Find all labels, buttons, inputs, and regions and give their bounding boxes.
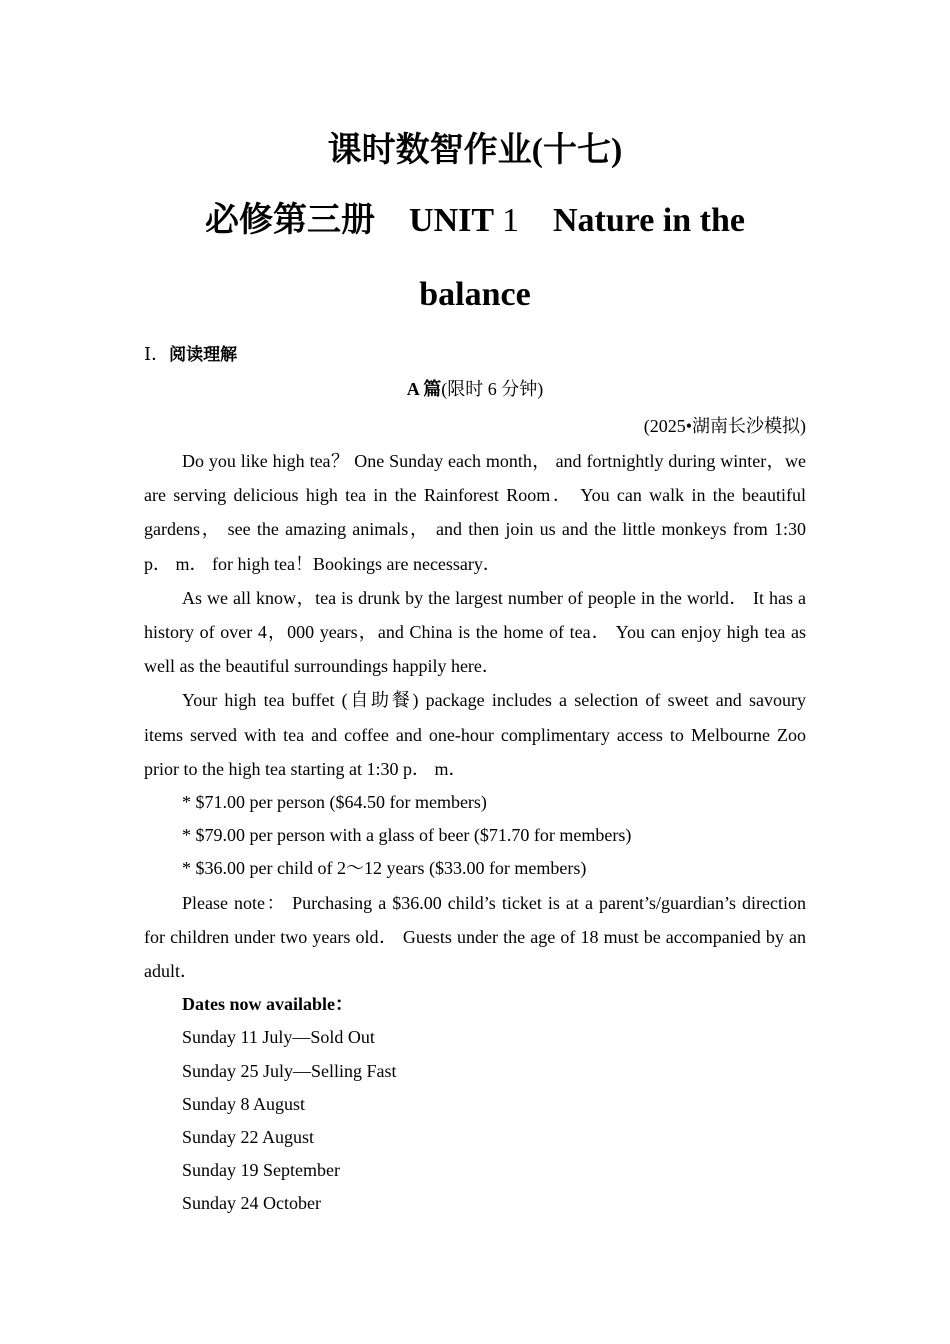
price-item: * $71.00 per person ($64.50 for members) xyxy=(182,792,487,813)
time-limit: (限时 6 分钟) xyxy=(441,379,544,399)
date-item: Sunday 8 August xyxy=(182,1093,306,1114)
price-item: * $36.00 per child of 2～12 years ($33.00 for members) xyxy=(182,858,587,879)
passage-body xyxy=(144,444,806,1221)
page-title: 课时数智作业(十七) xyxy=(327,132,623,169)
date-item: Sunday 19 September xyxy=(182,1160,340,1181)
section-number: Ⅰ． xyxy=(144,344,170,364)
date-item: Sunday 24 October xyxy=(182,1193,321,1214)
date-item: Sunday 25 July—Selling Fast xyxy=(182,1060,397,1081)
passage-label: A 篇 xyxy=(406,379,442,399)
price-item: * $79.00 per person with a glass of beer ($71.70 for members) xyxy=(182,825,632,846)
unit-label: UNIT xyxy=(409,202,494,239)
unit-title xyxy=(144,198,806,244)
section-heading xyxy=(144,340,237,369)
dates-heading: Dates now available： xyxy=(182,994,353,1015)
unit-title-continued: balance xyxy=(419,276,531,313)
note-paragraph: Please note： Purchasing a $36.00 child’s ticket is at a parent’s/guardian’s direction for children under two years old． Guests under the age of 18 must be accompanied by an adult． xyxy=(144,892,806,982)
paragraph: Do you like high tea？ One Sunday each month， and fortnightly during winter，we are serving delicious high tea in the Rainforest Room． You can walk in the beautiful gardens， see the amazing animals， and then join us and the little monkeys from 1:30 p． m． for high tea！Bookings are necessary． xyxy=(144,451,806,574)
passage-heading xyxy=(144,375,806,403)
unit-name: Nature in the xyxy=(552,202,745,239)
date-item: Sunday 22 August xyxy=(182,1127,315,1148)
paragraph: As we all know，tea is drunk by the largest number of people in the world． It has a history of over 4，000 years，and China is the home of tea． You can enjoy high tea as well as the beautiful surroundings happily here． xyxy=(144,587,806,677)
section-label: 阅读理解 xyxy=(169,345,238,365)
book-name: 必修第三册 xyxy=(205,202,376,239)
paragraph: Your high tea buffet (自助餐) package includes a selection of sweet and savoury items served with tea and coffee and one-hour complimentary access to Melbourne Zoo prior to the high tea starting at 1:30 p． m． xyxy=(144,690,806,779)
passage-source: (2025•湖南长沙模拟) xyxy=(643,416,806,436)
unit-number: 1 xyxy=(501,202,519,239)
date-item: Sunday 11 July—Sold Out xyxy=(182,1027,375,1048)
